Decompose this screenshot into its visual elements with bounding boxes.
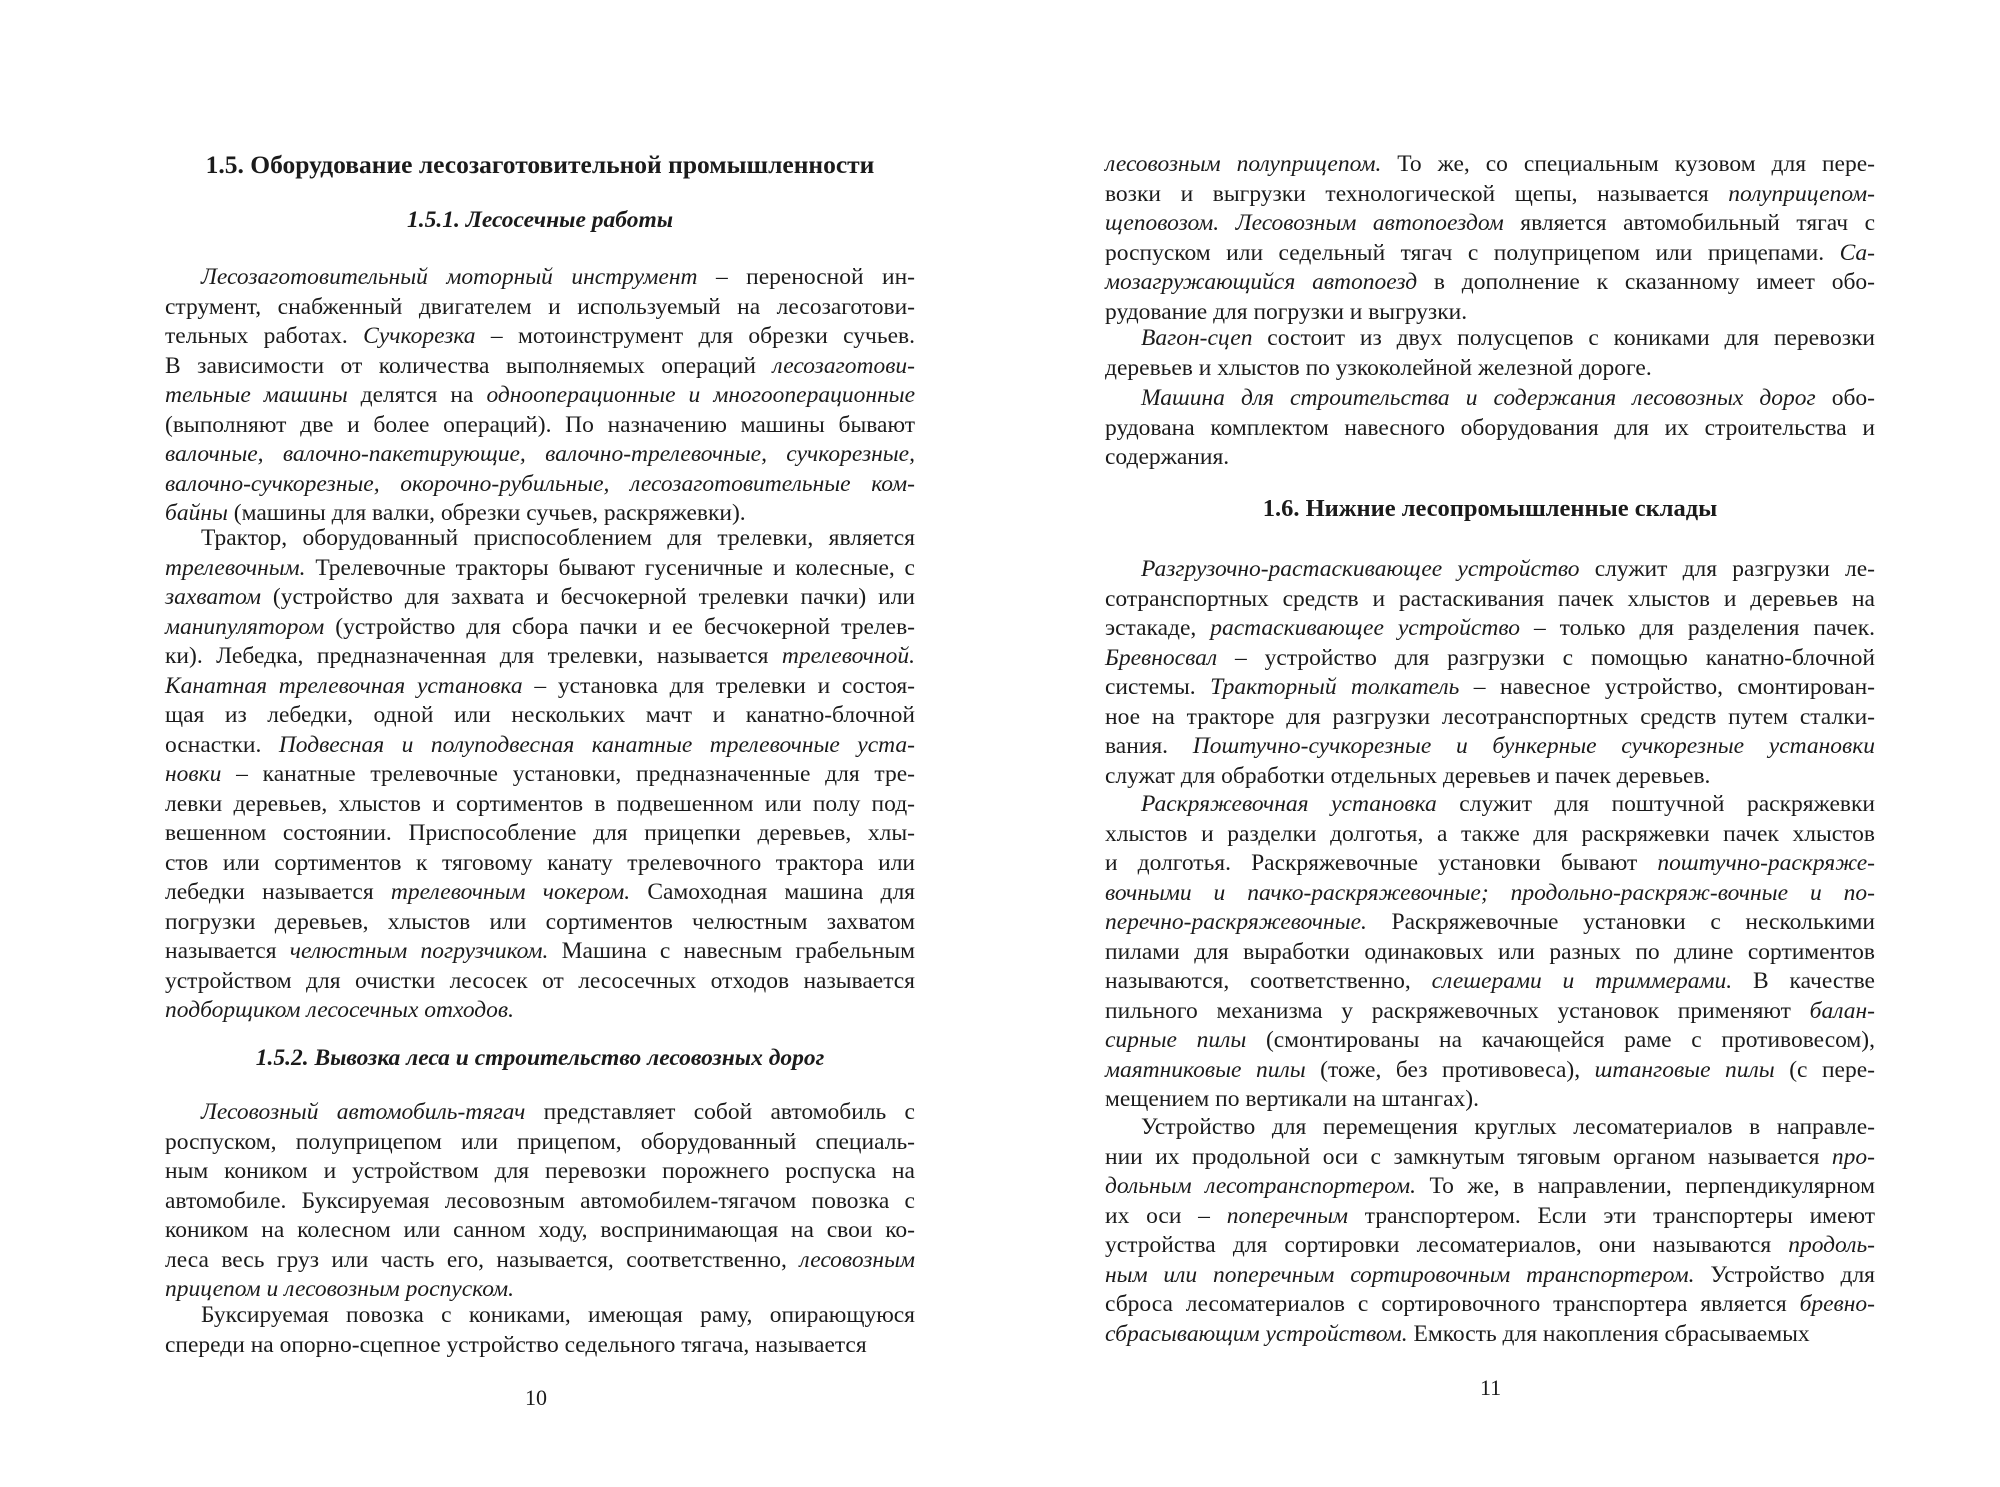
text-line: вочными и пачко-раскряжевочные; продольно-раскряж-вочные и по- (1105, 879, 1875, 906)
text-line: нии их продольной оси с замкнутым тяговым органом называется про- (1105, 1143, 1875, 1170)
section-heading-1-5: 1.5. Оборудование лесозаготовительной промышленности (205, 150, 875, 179)
text-line: рудование для погрузки и выгрузки. (1105, 298, 1468, 325)
paragraph (165, 1301, 915, 1360)
text-line: их оси – поперечным транспортером. Если эти транспортеры имеют (1105, 1202, 1875, 1229)
text-line: эстакаде, растаскивающее устройство – только для разделения пачек. (1105, 615, 1876, 641)
text-line: прицепом и лесовозным роспуском. (165, 1276, 514, 1302)
paragraph (165, 263, 915, 529)
paragraph (1105, 1113, 1875, 1349)
text-line: В зависимости от количества выполняемых операций лесозаготови- (165, 352, 915, 379)
paragraph (165, 1098, 915, 1305)
text-line: струмент, снабженный двигателем и используемый на лесозаготови- (165, 293, 915, 320)
text-line: перечно-раскряжевочные. Раскряжевочные установки с несколькими (1105, 909, 1875, 935)
text-line: служат для обработки отдельных деревьев и пачек деревьев. (1105, 762, 1711, 789)
text-line: леса весь груз или часть его, называется, соответственно, лесовозным (165, 1246, 915, 1273)
text-line: тельных работах. Сучкорезка – мотоинструмент для обрезки сучьев. (165, 323, 915, 349)
text-line: (выполняют две и более операций). По назначению машины бывают (165, 411, 915, 438)
text-line: стов или сортиментов к тяговому канату трелевочного трактора или (165, 849, 915, 876)
text-line: Устройство для перемещения круглых лесоматериалов в направле- (1141, 1114, 1875, 1140)
text-line: ным или поперечным сортировочным транспортером. Устройство для (1105, 1261, 1875, 1288)
text-line: содержания. (1105, 444, 1230, 470)
text-line: маятниковые пилы (тоже, без противовеса), штанговые пилы (с пере- (1105, 1056, 1875, 1083)
text-line: автомобиле. Буксируемая лесовозным автомобилем-тягачом повозка с (165, 1187, 915, 1214)
text-line: Канатная трелевочная установка – установка для трелевки и состоя- (165, 672, 916, 699)
text-line: щая из лебедки, одной или нескольких мачт и канатно-блочной (165, 702, 915, 728)
text-line: Вагон-сцеп состоит из двух полусцепов с кониками для перевозки (1141, 325, 1875, 351)
subsection-heading-1-5-2: 1.5.2. Вывозка леса и строительство лесовозных дорог (255, 1045, 825, 1071)
text-line: устройством для очистки лесосек от лесосечных отходов называется (165, 967, 915, 994)
text-line: сирные пилы (смонтированы на качающейся раме с противовесом), (1105, 1027, 1875, 1053)
text-line: ки). Лебедка, предназначенная для трелевки, называется трелевочной. (165, 643, 915, 669)
text-line: лебедки называется трелевочным чокером. Самоходная машина для (165, 879, 915, 905)
text-line: манипулятором (устройство для сбора пачки и ее бесчокерной трелев- (165, 613, 915, 640)
text-line: возки и выгрузки технологической щепы, называется полуприцепом- (1105, 180, 1875, 207)
text-line: лесовозным полуприцепом. То же, со специальным кузовом для пере- (1105, 151, 1875, 177)
text-line: вания. Поштучно-сучкорезные и бункерные сучкорезные установки (1105, 733, 1875, 759)
text-line: байны (машины для валки, обрезки сучьев, раскряжевки). (165, 500, 746, 526)
text-line: и долготья. Раскряжевочные установки бывают поштучно-раскряже- (1105, 850, 1875, 876)
text-line: Бревносвал – устройство для разгрузки с помощью канатно-блочной (1105, 644, 1875, 671)
text-line: щеповозом. Лесовозным автопоездом является автомобильный тягач с (1105, 210, 1876, 236)
text-line: мозагружающийся автопоезд в дополнение к сказанному имеет обо- (1105, 269, 1876, 295)
text-line: называются, соответственно, слешерами и триммерами. В качестве (1105, 968, 1875, 994)
text-line: пильного механизма у раскряжевочных установок применяют балан- (1105, 997, 1875, 1024)
text-line: Буксируемая повозка с кониками, имеющая раму, опирающуюся (201, 1302, 915, 1328)
text-line: называется челюстным погрузчиком. Машина с навесным грабельным (165, 938, 915, 964)
text-line: вешенном состоянии. Приспособление для прицепки деревьев, хлы- (165, 820, 915, 846)
text-line: системы. Тракторный толкатель – навесное устройство, смонтирован- (1105, 674, 1875, 700)
text-line: новки – канатные трелевочные установки, предназначенные для тре- (165, 761, 915, 787)
text-line: коником на колесном или санном ходу, воспринимающая на свои ко- (165, 1217, 915, 1243)
text-line: пилами для выработки одинаковых или разных по длине сортиментов (1105, 938, 1875, 965)
text-line: левки деревьев, хлыстов и сортиментов в подвешенном или полу под- (165, 790, 915, 817)
paragraph (1105, 150, 1875, 327)
text-line: ное на тракторе для разгрузки лесотранспортных средств путем сталки- (1105, 703, 1875, 730)
text-line: Трактор, оборудованный приспособлением для трелевки, является (201, 525, 915, 551)
text-line: Лесозаготовительный моторный инструмент – переносной ин- (201, 264, 915, 290)
text-line: деревьев и хлыстов по узкоколейной железной дороге. (1105, 354, 1652, 381)
paragraph (1105, 790, 1875, 1115)
text-line: хлыстов и разделки долготья, а также для раскряжевки пачек хлыстов (1105, 820, 1875, 847)
text-line: валочные, валочно-пакетирующие, валочно-трелевочные, сучкорезные, (165, 441, 915, 467)
page-number: 10 (525, 1385, 547, 1410)
text-line: захватом (устройство для захвата и бесчокерной трелевки пачки) или (165, 584, 915, 610)
text-line: роспуском или седельный тягач с полуприцепом или прицепами. Са- (1105, 239, 1875, 266)
text-line: подборщиком лесосечных отходов. (165, 997, 515, 1023)
text-line: тельные машины делятся на однооперационные и многооперационные (165, 382, 915, 408)
text-line: дольным лесотранспортером. То же, в направлении, перпендикулярном (1105, 1173, 1875, 1199)
text-line: сотранспортных средств и растаскивания пачек хлыстов и деревьев на (1105, 585, 1875, 612)
text-line: трелевочным. Трелевочные тракторы бывают гусеничные и колесные, с (165, 554, 915, 581)
paragraph (1105, 555, 1875, 791)
text-line: Раскряжевочная установка служит для поштучной раскряжевки (1141, 791, 1876, 817)
text-line: Разгрузочно-растаскивающее устройство служит для разгрузки ле- (1141, 556, 1875, 582)
subsection-heading-1-5-1: 1.5.1. Лесосечные работы (406, 207, 674, 233)
text-line: Лесовозный автомобиль-тягач представляет собой автомобиль с (201, 1099, 915, 1125)
text-line: сбрасывающим устройством. Емкость для накопления сбрасываемых (1105, 1320, 1810, 1347)
text-line: сброса лесоматериалов с сортировочного транспортера является бревно- (1105, 1291, 1875, 1317)
text-line: погрузки деревьев, хлыстов или сортиментов челюстным захватом (165, 908, 915, 935)
page-number: 11 (1480, 1375, 1502, 1400)
text-line: мещением по вертикали на штангах). (1105, 1086, 1479, 1112)
text-line: Машина для строительства и содержания лесовозных дорог обо- (1141, 385, 1875, 411)
section-heading-1-6: 1.6. Нижние лесопромышленные склады (1262, 495, 1718, 522)
text-line: спереди на опорно-сцепное устройство седельного тягача, называется (165, 1331, 867, 1358)
paragraph (1105, 384, 1875, 473)
text-line: роспуском, полуприцепом или прицепом, оборудованный специаль- (165, 1128, 915, 1155)
text-line: рудована комплектом навесного оборудования для их строительства и (1105, 414, 1875, 441)
text-line: ным коником и устройством для перевозки порожнего роспуска на (165, 1158, 915, 1184)
paragraph (165, 524, 915, 1026)
paragraph (1105, 324, 1875, 383)
text-line: оснастки. Подвесная и полуподвесная канатные трелевочные уста- (165, 731, 916, 758)
text-line: устройства для сортировки лесоматериалов, они называются продоль- (1105, 1232, 1875, 1258)
text-line: валочно-сучкорезные, окорочно-рубильные, лесозаготовительные ком- (165, 470, 915, 497)
